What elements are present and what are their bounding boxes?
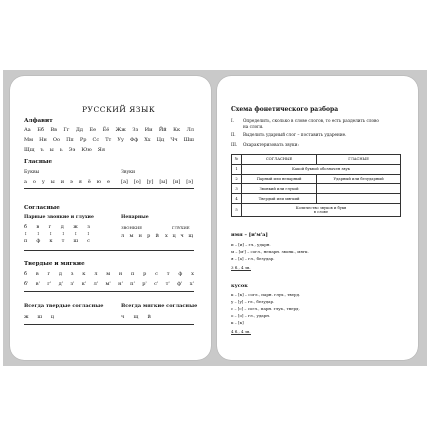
letter-item: л	[121, 233, 125, 239]
letter-item: л'	[93, 281, 99, 287]
table-header-cell: №	[232, 155, 242, 165]
letter-item: р	[147, 233, 151, 239]
letter-item: Тт	[105, 137, 112, 143]
letter-item: ш	[73, 238, 79, 244]
example-2-word: кусок	[231, 283, 248, 289]
table-cell: Какой буквой обозначен звук	[242, 164, 401, 174]
letter-item: в	[35, 271, 39, 277]
letter-item: [э]	[186, 179, 193, 185]
letter-item: в'	[35, 281, 40, 287]
divider	[24, 250, 194, 251]
vowel-letters	[24, 179, 110, 185]
letter-item: Фф	[130, 137, 139, 143]
letter-item: ф	[36, 238, 41, 244]
letter-item: п	[131, 271, 135, 277]
letter-item: [о]	[133, 179, 141, 185]
step-1-text-cont: на слоги.	[243, 124, 264, 129]
vowels-heading: Гласные	[24, 159, 53, 165]
letter-item: у	[41, 179, 45, 185]
table-cell-line: Количество звуков и букв	[295, 205, 347, 210]
letter-item: е	[107, 179, 110, 185]
example-2-line: к – [к] – согл., парн. глух., тверд.	[231, 292, 301, 297]
alphabet-row-2	[24, 137, 194, 143]
letter-item: щ	[188, 233, 193, 239]
letter-item: ж	[73, 224, 78, 230]
step-2-num: II.	[231, 132, 236, 137]
letter-item: х	[191, 271, 194, 277]
letters-label: Буквы	[24, 170, 40, 175]
example-1-summary: 3 б., 4 зв.	[231, 265, 251, 270]
letter-item: Рр	[79, 137, 87, 143]
letter-item: Гг	[63, 127, 70, 133]
letter-item: т	[166, 271, 170, 277]
example-1-word: имя – [и'м'а]	[231, 232, 268, 238]
letter-item: ь	[59, 147, 63, 153]
example-2-line: к – [к]	[231, 320, 244, 325]
letter-item: т'	[165, 281, 170, 287]
scheme-title: Схема фонетического разбора	[231, 106, 339, 113]
step-3-text: Охарактеризовать звуки:	[243, 142, 299, 147]
hard-consonants-row	[24, 271, 194, 277]
table-row	[232, 203, 401, 216]
table-row	[232, 174, 401, 184]
example-2-line: о – [о] – гл., ударн.	[231, 313, 271, 318]
letter-item: Ёё	[102, 127, 110, 133]
right-page-phonetic-analysis	[217, 76, 418, 360]
table-header-cell: СОГЛАСНЫЕ	[242, 155, 317, 165]
letter-item: Аа	[24, 127, 31, 133]
alphabet-row-3	[24, 147, 105, 153]
step-1-num: I.	[231, 118, 234, 123]
divider	[24, 188, 194, 189]
letter-item: Ее	[89, 127, 97, 133]
letter-item: Цц	[156, 137, 165, 143]
table-row	[232, 164, 401, 174]
unpaired-label: Непарные	[121, 215, 149, 220]
letter-item: Йй	[158, 127, 167, 133]
letter-item: т	[61, 238, 65, 244]
table-cell: Твердый или мягкий	[242, 194, 317, 204]
table-cell: Ударный или безударный	[317, 174, 401, 184]
letter-item: д	[58, 271, 62, 277]
table-cell	[317, 194, 401, 204]
letter-item: Сс	[92, 137, 100, 143]
letter-item: ц	[50, 314, 54, 320]
letter-item: Зз	[132, 127, 139, 133]
letter-item: к	[82, 271, 86, 277]
letter-item: щ	[133, 314, 139, 320]
example-2-line: у – [у] – гл., безудар.	[231, 299, 275, 304]
letter-item: н	[138, 233, 142, 239]
letter-item: ы	[50, 179, 55, 185]
letter-item: Ээ	[68, 147, 76, 153]
letter-item: [и]	[173, 179, 181, 185]
letter-item: р'	[142, 281, 147, 287]
sounds-label: Звуки	[121, 170, 136, 175]
letter-item: к'	[81, 281, 87, 287]
paired-arrows	[24, 231, 90, 236]
letter-item: з	[87, 224, 90, 230]
table-cell	[242, 203, 401, 216]
letter-item: п'	[130, 281, 135, 287]
unpaired-voiced	[121, 233, 159, 239]
letter-item: Жж	[115, 127, 126, 133]
paired-voiceless	[24, 238, 90, 244]
pair-arrow-icon: ↕	[24, 231, 28, 236]
table-cell: 2	[232, 174, 242, 184]
letter-item: Чч	[170, 137, 178, 143]
divider	[24, 324, 194, 325]
voiced-label: ЗВОНКИЕ	[121, 225, 143, 230]
letter-item: х'	[189, 281, 194, 287]
letter-item: ф'	[177, 281, 183, 287]
letter-item: Мм	[24, 137, 34, 143]
always-soft-letters	[121, 314, 151, 320]
letter-item: Хх	[144, 137, 151, 143]
letter-item: [у]	[146, 179, 154, 185]
letter-item: х	[165, 233, 168, 239]
example-1-line: и – [и] – гл., ударн.	[231, 242, 271, 247]
letter-item: ч	[180, 233, 184, 239]
letter-item: [ы]	[159, 179, 168, 185]
table-header-cell: ГЛАСНЫЕ	[317, 155, 401, 165]
paired-label: Парные звонкие и глухие	[24, 215, 94, 220]
example-1-line: м – [м'] – согл., непарн. звонк., мягк.	[231, 249, 309, 254]
pair-arrow-icon: ↕	[74, 231, 78, 236]
letter-item: ч	[121, 314, 125, 320]
letter-item: Пп	[66, 137, 74, 143]
letter-item: б'	[24, 281, 29, 287]
phonetic-table	[231, 154, 401, 217]
letter-item: г	[47, 271, 51, 277]
vowel-sounds	[121, 179, 193, 185]
table-cell: 1	[232, 164, 242, 174]
divider	[24, 291, 194, 292]
letter-item: Шш	[183, 137, 194, 143]
pair-arrow-icon: ↕	[49, 231, 53, 236]
step-3-num: III.	[231, 142, 238, 147]
letter-item: ш	[37, 314, 43, 320]
pair-arrow-icon: ↕	[61, 231, 65, 236]
always-hard-heading: Всегда твердые согласные	[24, 303, 104, 309]
letter-item: д'	[58, 281, 64, 287]
table-cell: 3	[232, 184, 242, 194]
letter-item: н	[118, 271, 123, 277]
letter-item: Нн	[39, 137, 47, 143]
consonants-heading: Согласные	[24, 205, 60, 211]
letter-item: ъ	[40, 147, 44, 153]
letter-item: Оо	[52, 137, 60, 143]
example-2-summary: 4 б., 4 зв.	[231, 329, 251, 334]
unpaired-voiceless	[165, 233, 193, 239]
alphabet-heading: Алфавит	[24, 118, 53, 124]
letter-item: ы	[49, 147, 54, 153]
letter-item: а	[24, 179, 27, 185]
letter-item: Лл	[186, 127, 194, 133]
table-cell: 4	[232, 194, 242, 204]
always-soft-heading: Всегда мягкие согласные	[121, 303, 198, 309]
soft-consonants-row	[24, 281, 194, 287]
letter-item: н'	[118, 281, 123, 287]
letter-item: [а]	[121, 179, 128, 185]
letter-item: с	[155, 271, 158, 277]
table-header-row	[232, 155, 401, 165]
letter-item: б	[24, 224, 28, 230]
letter-item: я	[78, 179, 82, 185]
table-row	[232, 194, 401, 204]
table-cell-line: в слове	[313, 209, 329, 214]
letter-item: ф	[178, 271, 183, 277]
letter-item: Ии	[144, 127, 153, 133]
letter-item: б	[24, 271, 28, 277]
example-2-line: с – [с] – согл., парн. глух., тверд.	[231, 306, 300, 311]
letter-item: Бб	[37, 127, 44, 133]
table-cell: Звонкий или глухой	[242, 184, 317, 194]
letter-item: ё	[87, 179, 91, 185]
letter-item: Юю	[81, 147, 92, 153]
letter-item: ж	[24, 314, 29, 320]
letter-item: Кк	[173, 127, 181, 133]
letter-item: м	[106, 271, 111, 277]
letter-item: з	[70, 271, 74, 277]
letter-item: г	[48, 224, 52, 230]
letter-item: в	[36, 224, 40, 230]
example-1-line: я – [а] – гл., безудар.	[231, 256, 275, 261]
letter-item: к	[49, 238, 53, 244]
letter-item: э	[69, 179, 73, 185]
paired-voiced	[24, 224, 90, 230]
letter-item: й	[155, 233, 159, 239]
page-title: РУССКИЙ ЯЗЫК	[82, 105, 156, 114]
table-cell	[317, 184, 401, 194]
voiceless-label: ГЛУХИЕ	[172, 225, 190, 230]
left-page-russian-language	[10, 76, 211, 360]
letter-item: л	[94, 271, 98, 277]
table-cell: Парный или непарный	[242, 174, 317, 184]
letter-item: з'	[70, 281, 75, 287]
pair-arrow-icon: ↕	[36, 231, 40, 236]
letter-item: с	[87, 238, 90, 244]
hard-soft-heading: Твердые и мягкие	[24, 261, 85, 267]
table-row	[232, 184, 401, 194]
letter-item: п	[24, 238, 28, 244]
letter-item: Яя	[97, 147, 105, 153]
table-cell: 5	[232, 203, 242, 216]
letter-item: р	[143, 271, 147, 277]
pair-arrow-icon: ↕	[86, 231, 90, 236]
letter-item: Вв	[50, 127, 57, 133]
letter-item: м'	[105, 281, 111, 287]
letter-item: г'	[47, 281, 52, 287]
letter-item: м	[129, 233, 134, 239]
letter-item: Уу	[117, 137, 124, 143]
letter-item: Щщ	[24, 147, 35, 153]
letter-item: Дд	[75, 127, 83, 133]
alphabet-row-1	[24, 127, 194, 133]
letter-item: д	[60, 224, 64, 230]
letter-item: й	[147, 314, 151, 320]
step-2-text: Выделить ударный слог – поставить ударение.	[243, 132, 347, 137]
letter-item: ц	[172, 233, 176, 239]
always-hard-letters	[24, 314, 54, 320]
letter-item: о	[32, 179, 36, 185]
letter-item: ю	[96, 179, 102, 185]
step-1-text: Определить, сколько в слове слогов, то есть разделить слово	[243, 118, 379, 123]
letter-item: с'	[154, 281, 159, 287]
letter-item: и	[60, 179, 65, 185]
